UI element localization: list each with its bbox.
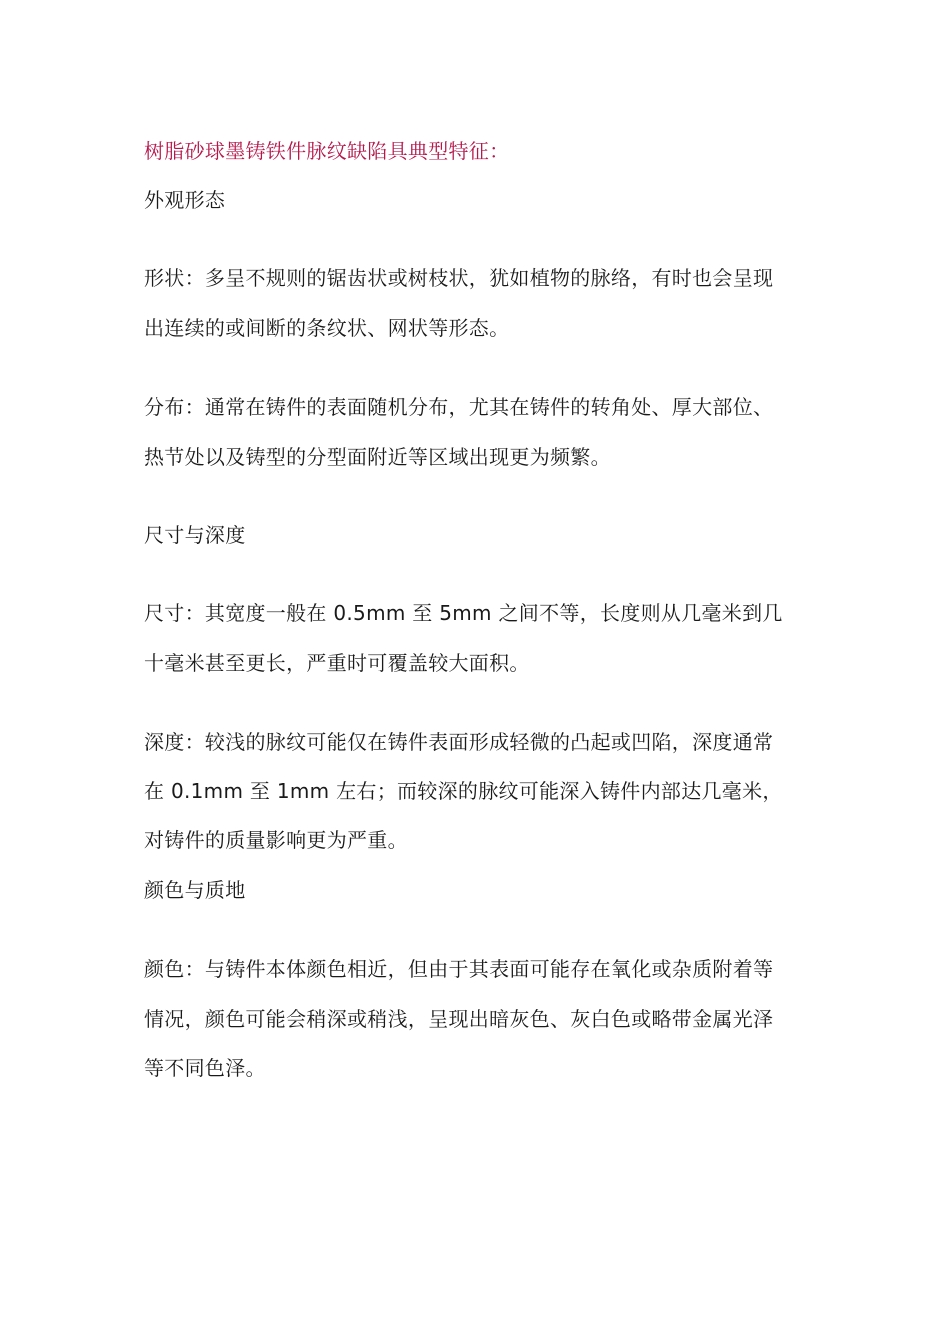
paragraph-line: 尺寸：其宽度一般在 0.5mm 至 5mm 之间不等，长度则从几毫米到几: [144, 601, 783, 625]
paragraph-line: 在 0.1mm 至 1mm 左右；而较深的脉纹可能深入铸件内部达几毫米，: [144, 779, 783, 803]
paragraph-line: 对铸件的质量影响更为严重。: [144, 828, 408, 852]
paragraph-line: 十毫米甚至更长，严重时可覆盖较大面积。: [144, 651, 530, 675]
paragraph-line: 分布：通常在铸件的表面随机分布，尤其在铸件的转角处、厚大部位、: [144, 395, 774, 419]
section-heading-color-texture: 颜色与质地: [144, 878, 246, 902]
paragraph-line: 深度：较浅的脉纹可能仅在铸件表面形成轻微的凸起或凹陷，深度通常: [144, 730, 774, 754]
section-heading-size-depth: 尺寸与深度: [144, 523, 246, 547]
paragraph-line: 热节处以及铸型的分型面附近等区域出现更为频繁。: [144, 445, 611, 469]
paragraph-line: 颜色：与铸件本体颜色相近，但由于其表面可能存在氧化或杂质附着等: [144, 957, 774, 981]
document-title: 树脂砂球墨铸铁件脉纹缺陷具典型特征：: [144, 139, 510, 163]
paragraph-line: 情况，颜色可能会稍深或稍浅，呈现出暗灰色、灰白色或略带金属光泽: [144, 1007, 774, 1031]
paragraph-line: 等不同色泽。: [144, 1056, 266, 1080]
paragraph-line: 出连续的或间断的条纹状、网状等形态。: [144, 316, 510, 340]
section-heading-appearance: 外观形态: [144, 188, 226, 212]
paragraph-line: 形状：多呈不规则的锯齿状或树枝状，犹如植物的脉络，有时也会呈现: [144, 266, 774, 290]
